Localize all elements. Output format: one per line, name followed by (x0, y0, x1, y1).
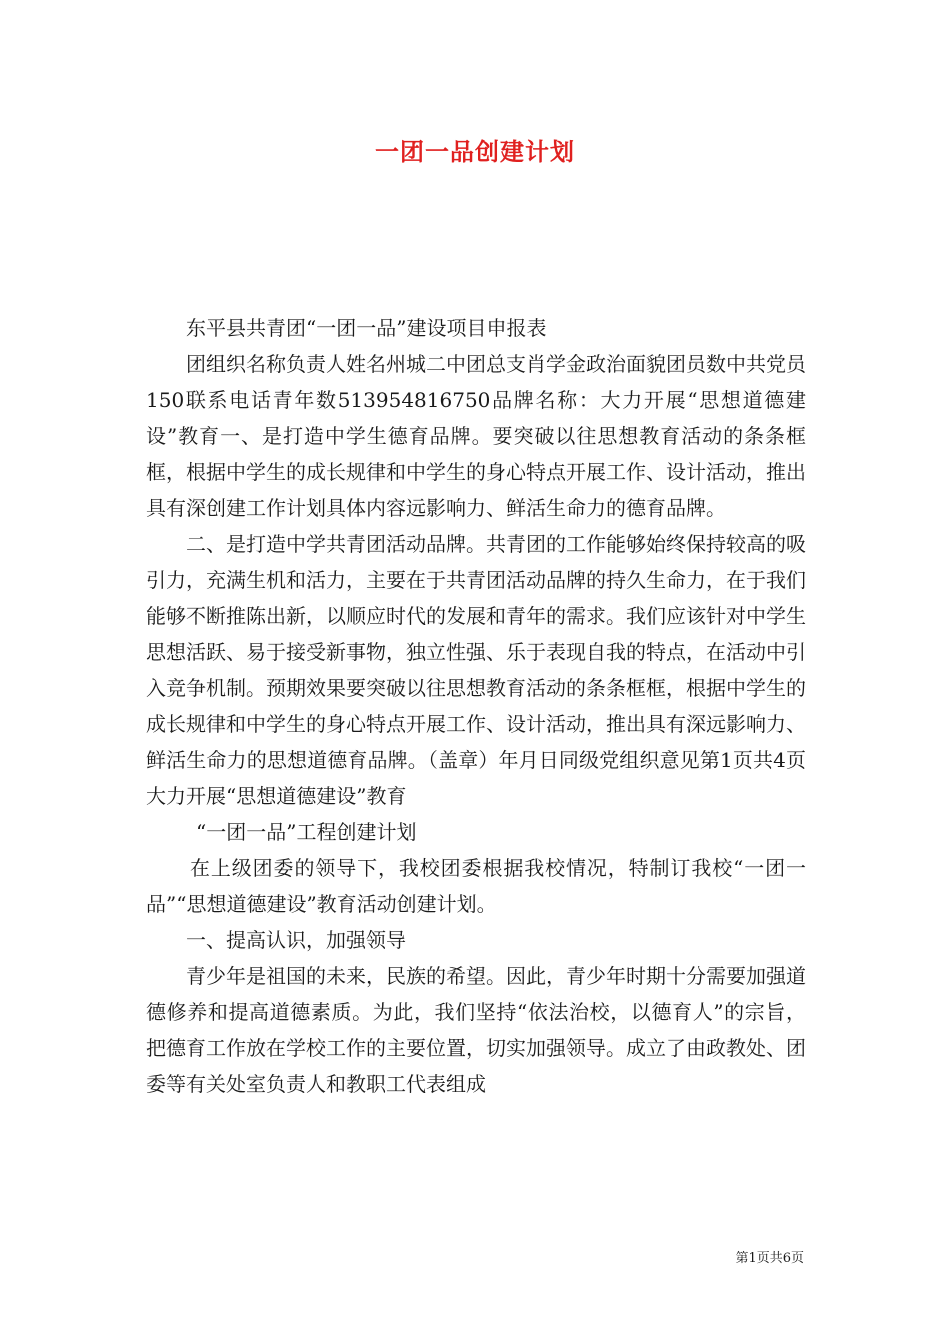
document-title: 一团一品创建计划 (375, 137, 575, 166)
paragraph-section-body: 青少年是祖国的未来，民族的希望。因此，青少年时期十分需要加强道德修养和提高道德素质。为此，我们坚持“依法治校，以德育人”的宗旨，把德育工作放在学校工作的主要位置，切实加强领导。成立了由政教处、团委等有关处室负责人和教职工代表组成 (146, 964, 806, 1096)
paragraph-form-content: 团组织名称负责人姓名州城二中团总支肖学金政治面貌团员数中共党员150联系电话青年数513954816750品牌名称：大力开展“思想道德建设”教育一、是打造中学生德育品牌。要突破以往思想教育活动的条条框框，根据中学生的成长规律和中学生的身心特点开展工作、设计活动，推出具有深创建工作计划具体内容远影响力、鲜活生命力的德育品牌。 (146, 352, 806, 520)
paragraph-form-title: 东平县共青团“一团一品”建设项目申报表 (186, 316, 547, 340)
paragraph-plan-title: “一团一品”工程创建计划 (196, 820, 417, 844)
document-body (146, 310, 806, 1102)
paragraph-section-heading: 一、提高认识，加强领导 (186, 928, 406, 952)
page-number-footer: 第1页共6页 (735, 1251, 804, 1266)
paragraph-intro: 在上级团委的领导下，我校团委根据我校情况，特制订我校“一团一品”“思想道德建设”教育活动创建计划。 (146, 856, 806, 916)
paragraph-activity-brand: 二、是打造中学共青团活动品牌。共青团的工作能够始终保持较高的吸引力，充满生机和活力，主要在于共青团活动品牌的持久生命力，在于我们能够不断推陈出新，以顺应时代的发展和青年的需求。我们应该针对中学生思想活跃、易于接受新事物，独立性强、乐于表现自我的特点，在活动中引入竞争机制。预期效果要突破以往思想教育活动的条条框框，根据中学生的成长规律和中学生的身心特点开展工作、设计活动，推出具有深远影响力、鲜活生命力的思想道德育品牌。（盖章）年月日同级党组织意见第1页共4页大力开展“思想道德建设”教育 (146, 532, 806, 808)
